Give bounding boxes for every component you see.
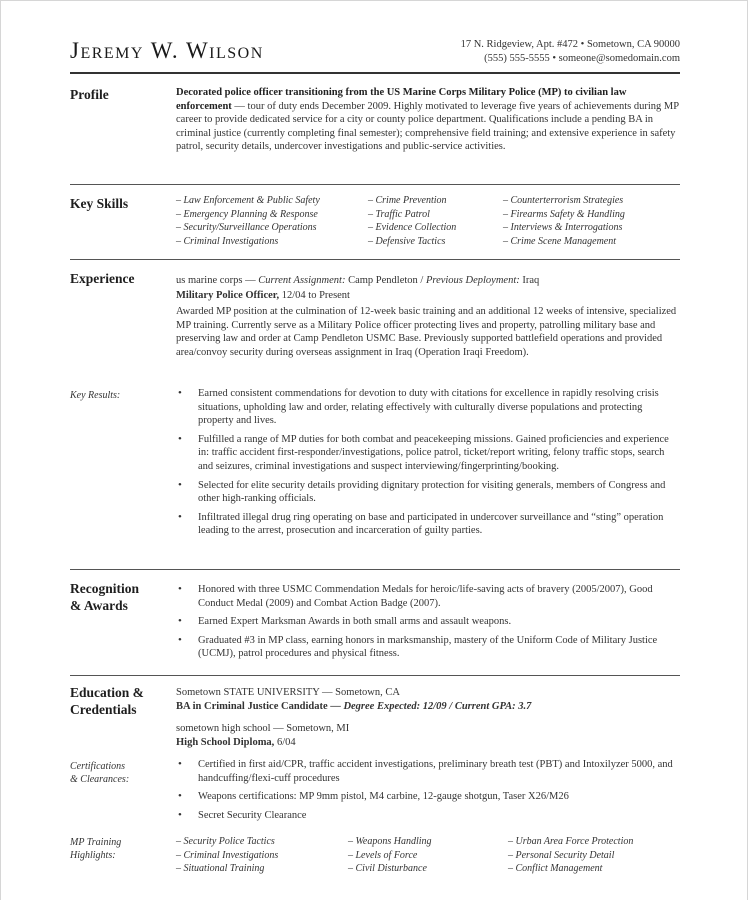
degree-1-detail: — Degree Expected: 12/09 / Current GPA: 3.7 [327, 701, 532, 712]
recognition-heading-line: & Awards [70, 598, 128, 613]
list-item: • Weapons certifications: MP 9mm pistol, M4 carbine, 12-gauge shotgun, Taser X26/M26 [176, 790, 680, 804]
previous-deployment-value: Iraq [519, 275, 540, 286]
section-rule [70, 675, 680, 676]
skill-item: – Crime Scene Management [503, 235, 617, 247]
current-assignment-label: Current Assignment: [258, 275, 346, 286]
training-item: – Criminal Investigations [176, 849, 279, 861]
training-item: – Personal Security Detail [508, 849, 615, 861]
training-item: – Civil Disturbance [348, 863, 427, 874]
training-item: – Levels of Force [348, 849, 418, 861]
previous-deployment-label: Previous Deployment: [425, 275, 520, 286]
list-item: • Earned Expert Marksman Awards in both small arms and assault weapons. [176, 615, 680, 629]
skill-item: – Counterterrorism Strategies [503, 195, 624, 206]
experience-summary: Awarded MP position at the culmination of 12-week basic training and an additional 12 weeks of intensive, specialized MP training. Currently serve as a Military Police officer protecting lives and property, patrolling military base and preserving law and order at Camp Pendleton USMC Base. Previously supported battlefield operations and provided area/convoy security during overseas assignment in Iraq (Operation Iraqi Freedom). [176, 306, 677, 358]
education-heading-line: Education & [70, 685, 144, 700]
separator: — [242, 275, 259, 286]
degree-1-line [176, 700, 680, 714]
experience-heading: Experience [70, 271, 135, 286]
key-results-list [176, 387, 680, 543]
degree-2-line [176, 736, 680, 750]
phone-email-line: (555) 555-5555 • someone@somedomain.com [484, 53, 680, 64]
training-grid [176, 835, 680, 876]
degree-1: BA in Criminal Justice Candidate [176, 701, 328, 712]
list-item: • Earned consistent commendations for devotion to duty with citations for excellence in rapidly resolving crisis situations, upholding law and order, relating effectively with culturally diverse populations and protecting property and lives. [176, 387, 680, 428]
school-1-line: Sometown STATE UNIVERSITY — Sometown, CA [176, 687, 400, 698]
list-item: • Graduated #3 in MP class, earning honors in marksmanship, mastery of the Uniform Code of Military Justice (UCMJ), patrol procedures and physical fitness. [176, 634, 680, 661]
training-item: – Urban Area Force Protection [508, 836, 634, 847]
profile-lead: Decorated police officer transitioning from the US Marine Corps Military Police (MP) to civilian law enforcement [176, 87, 627, 112]
degree-2-date: 6/04 [274, 737, 296, 748]
list-item: • Secret Security Clearance [176, 809, 680, 823]
profile-text [176, 86, 680, 154]
awards-list [176, 583, 680, 666]
contact-block [461, 38, 680, 66]
training-label-line: Highlights: [70, 850, 116, 861]
skill-item: – Law Enforcement & Public Safety [176, 195, 320, 206]
skill-item: – Evidence Collection [368, 222, 457, 233]
job-title: Military Police Officer, [176, 290, 280, 301]
certifications-label-line: & Clearances: [70, 774, 130, 785]
training-label-line: MP Training [70, 837, 122, 848]
education-heading-line: Credentials [70, 702, 137, 717]
training-label [70, 836, 121, 862]
list-item: • Selected for elite security details providing dignitary protection for visiting generals, members of Congress and other high-ranking officials. [176, 479, 680, 506]
skill-item: – Traffic Patrol [368, 208, 430, 220]
current-assignment-value: Camp Pendleton / [345, 275, 426, 286]
list-item: • Honored with three USMC Commendation Medals for heroic/life-saving acts of bravery (2005/2007), Good Conduct Medal (2009) and Combat Action Badge (2007). [176, 583, 680, 610]
degree-2: High School Diploma, [176, 737, 275, 748]
skill-item: – Crime Prevention [368, 195, 447, 206]
employer-line [176, 274, 680, 288]
address-line: 17 N. Ridgeview, Apt. #472 • Sometown, CA 90000 [460, 39, 680, 50]
certifications-list [176, 758, 680, 827]
profile-body: — tour of duty ends December 2009. Highly motivated to leverage five years of achievements during MP career to provide dedicated service for a city or county police department. Qualifications include a pending BA in criminal justice (currently completing final semester); comprehensive field training; and extensive experience in safety patrol, security details, undercover investigations and public-service activities. [176, 100, 679, 153]
skill-item: – Interviews & Interrogations [503, 222, 623, 233]
header-rule [70, 72, 680, 74]
profile-heading: Profile [70, 87, 109, 102]
skill-item: – Firearms Safety & Handling [503, 208, 625, 220]
list-item: • Infiltrated illegal drug ring operating on base and participated in undercover surveillance and “sting” operation leading to the arrest, prosecution and incarceration of guilty parties. [176, 511, 680, 538]
job-dates: 12/04 to Present [279, 290, 350, 301]
key-results-label: Key Results: [70, 390, 121, 401]
training-item: – Conflict Management [508, 863, 603, 874]
list-item: • Fulfilled a range of MP duties for both combat and peacekeeping missions. Gained proficiencies and experience in: traffic accident first-responder/investigations, police patrol, ticket/report writing, felony traffic stops, search and seizures, criminal investigations and suspect interviewing/fingerprinting/booking. [176, 433, 680, 474]
section-rule [70, 184, 680, 185]
training-item: – Weapons Handling [348, 836, 432, 847]
skill-item: – Security/Surveillance Operations [176, 222, 317, 233]
skill-item: – Defensive Tactics [368, 235, 446, 247]
recognition-heading-line: Recognition [70, 581, 139, 596]
section-rule [70, 259, 680, 260]
key-skills-heading: Key Skills [70, 196, 129, 211]
certifications-label-line: Certifications [70, 761, 125, 772]
section-rule [70, 569, 680, 570]
list-item: • Certified in first aid/CPR, traffic accident investigations, preliminary breath test (PBT) and Intoxilyzer 5000, and handcuffing/flexi-cuff procedures [176, 758, 680, 785]
resume-name: Jeremy W. Wilson [70, 38, 264, 63]
key-skills-grid [176, 194, 680, 248]
education-heading [70, 684, 144, 718]
certifications-label [70, 760, 129, 786]
training-item: – Security Police Tactics [176, 836, 275, 847]
job-title-line [176, 289, 680, 303]
recognition-heading [70, 580, 139, 614]
training-item: – Situational Training [176, 863, 265, 874]
skill-item: – Criminal Investigations [176, 235, 279, 247]
employer-name: us marine corps [176, 275, 243, 286]
school-2-line: sometown high school — Sometown, MI [176, 723, 350, 734]
skill-item: – Emergency Planning & Response [176, 208, 318, 220]
